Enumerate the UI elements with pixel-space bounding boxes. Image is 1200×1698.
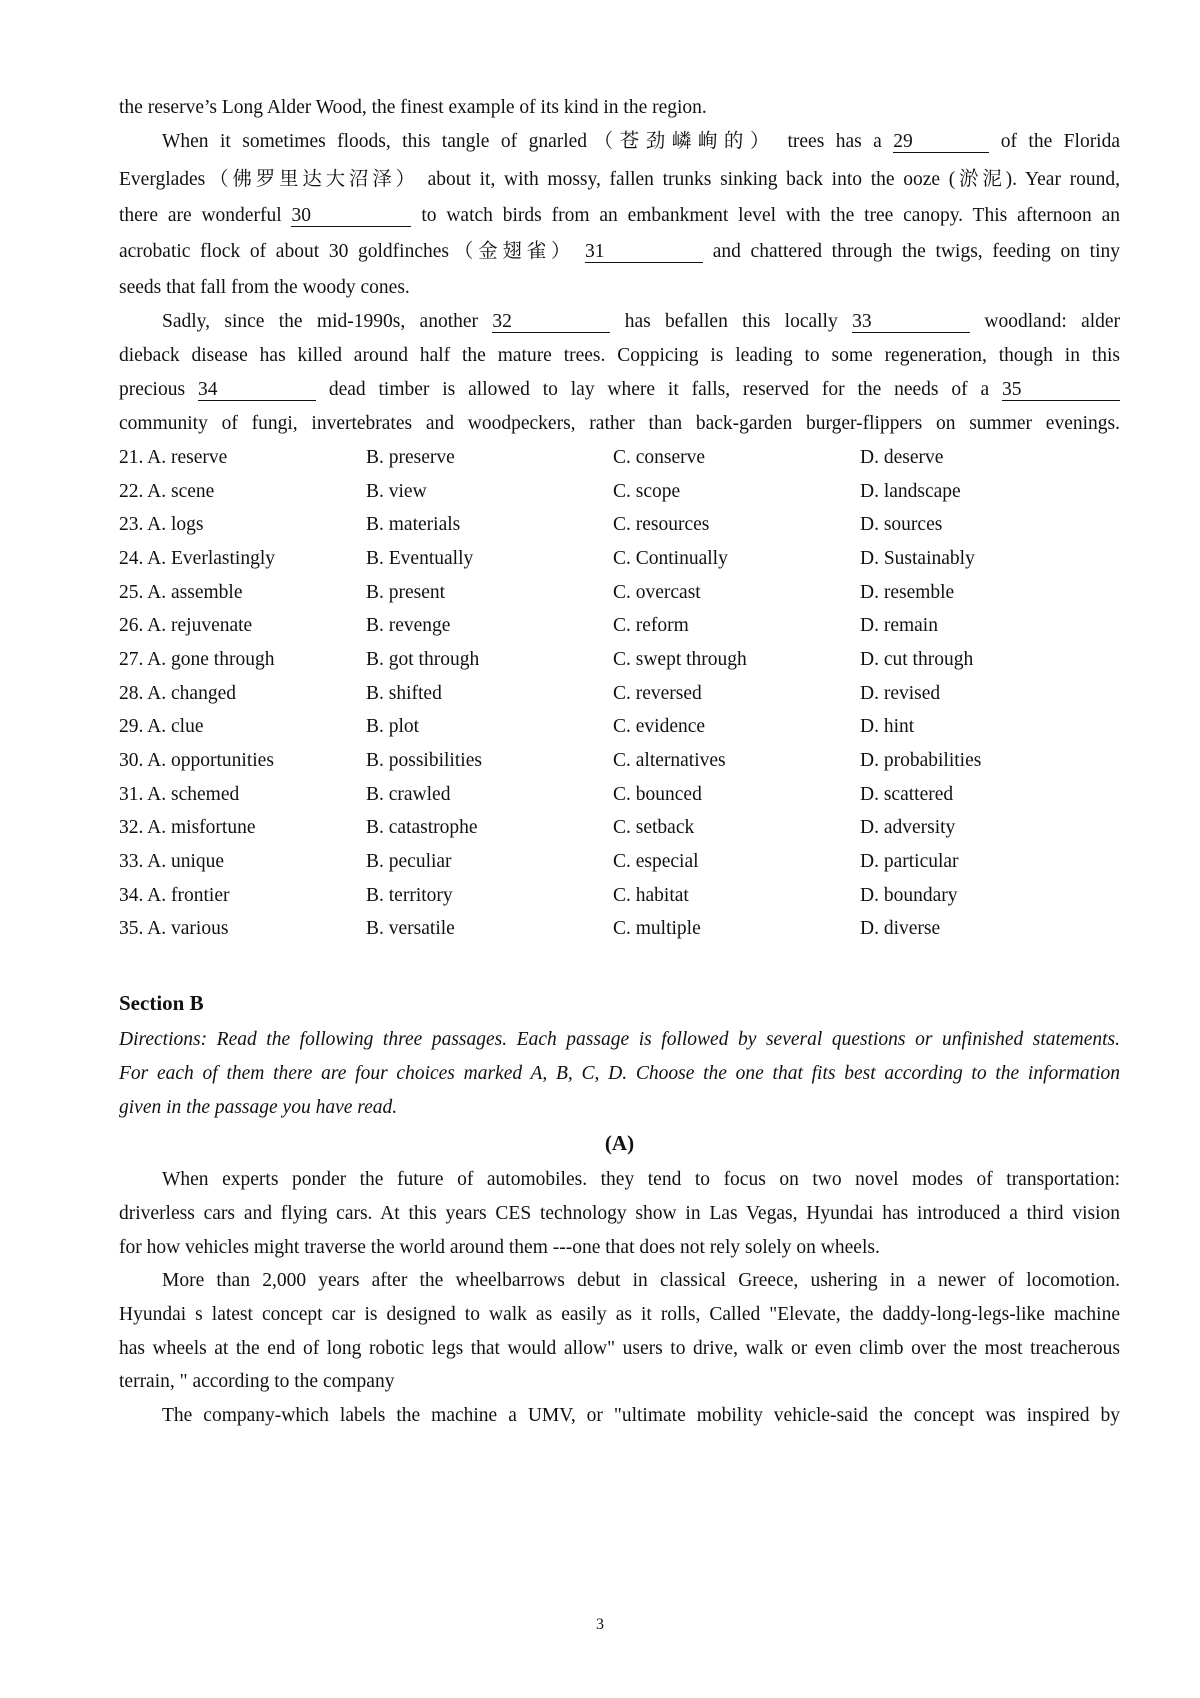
option-row <box>119 581 1120 605</box>
option-a: 33. A. unique <box>119 851 225 872</box>
blank-30: 30 <box>291 206 411 227</box>
option-c: C. especial <box>613 851 699 872</box>
passage-line: Hyundai s latest concept car is designed to walk as easily as it rolls, Called "Elevate, the daddy-long-legs-like machine <box>119 1304 1120 1325</box>
option-row <box>119 917 1120 941</box>
blank-33: 33 <box>852 312 970 333</box>
passage-line: community of fungi, invertebrates and woodpeckers, rather than back-garden burger-flippers on summer evenings. <box>119 413 1120 434</box>
option-c: C. reversed <box>613 683 702 704</box>
passage-line: More than 2,000 years after the wheelbarrows debut in classical Greece, ushering in a newer of locomotion. <box>162 1270 1120 1291</box>
option-b: B. versatile <box>366 918 455 939</box>
option-c: C. overcast <box>613 582 701 603</box>
option-b: B. view <box>366 481 427 502</box>
option-a: 28. A. changed <box>119 683 236 704</box>
directions-line: Directions: Read the following three passages. Each passage is followed by several questions or unfinished statements. <box>119 1029 1120 1050</box>
option-c: C. alternatives <box>613 750 726 771</box>
option-b: B. crawled <box>366 784 451 805</box>
option-c: C. swept through <box>613 649 747 670</box>
option-row <box>119 547 1120 571</box>
passage-line: there are wonderful 30 to watch birds from an embankment level with the tree canopy. This afternoon an <box>119 205 1121 226</box>
option-row <box>119 884 1120 908</box>
option-a: 22. A. scene <box>119 481 215 502</box>
option-d: D. landscape <box>860 481 961 502</box>
directions-line: For each of them there are four choices marked A, B, C, D. Choose the one that fits best according to the information <box>119 1063 1120 1084</box>
option-row <box>119 513 1120 537</box>
option-row <box>119 850 1120 874</box>
option-d: D. boundary <box>860 885 958 906</box>
option-b: B. materials <box>366 514 461 535</box>
option-c: C. bounced <box>613 784 702 805</box>
option-c: C. scope <box>613 481 681 502</box>
option-a: 25. A. assemble <box>119 582 243 603</box>
option-d: D. scattered <box>860 784 954 805</box>
option-b: B. peculiar <box>366 851 452 872</box>
option-a: 32. A. misfortune <box>119 817 256 838</box>
passage-label: (A) <box>604 1131 635 1155</box>
blank-32: 32 <box>492 312 610 333</box>
option-b: B. plot <box>366 716 420 737</box>
option-c: C. habitat <box>613 885 689 906</box>
passage-line: seeds that fall from the woody cones. <box>119 277 410 298</box>
passage-line: The company-which labels the machine a UMV, or "ultimate mobility vehicle-said the concept was inspired by <box>162 1405 1120 1426</box>
option-a: 27. A. gone through <box>119 649 275 670</box>
option-b: B. possibilities <box>366 750 482 771</box>
passage-line: dieback disease has killed around half the mature trees. Coppicing is leading to some regeneration, though in this <box>119 345 1120 366</box>
passage-line: Sadly, since the mid-1990s, another 32 has befallen this locally 33 woodland: alder <box>162 311 1121 332</box>
option-c: C. conserve <box>613 447 706 468</box>
page-number: 3 <box>596 1616 604 1633</box>
passage-line: terrain, " according to the company <box>119 1371 395 1392</box>
option-b: B. Eventually <box>366 548 474 569</box>
option-d: D. resemble <box>860 582 955 603</box>
option-a: 23. A. logs <box>119 514 204 535</box>
option-row <box>119 614 1120 638</box>
passage-line: has wheels at the end of long robotic legs that would allow" users to drive, walk or even climb over the most treacherous <box>119 1338 1120 1359</box>
blank-35: 35 <box>1002 380 1120 401</box>
blank-34: 34 <box>198 380 316 401</box>
option-d: D. deserve <box>860 447 944 468</box>
section-title: Section B <box>119 991 204 1015</box>
option-a: 35. A. various <box>119 918 229 939</box>
option-c: C. reform <box>613 615 689 636</box>
option-d: D. probabilities <box>860 750 982 771</box>
option-row <box>119 749 1120 773</box>
option-c: C. resources <box>613 514 710 535</box>
option-b: B. territory <box>366 885 453 906</box>
option-b: B. revenge <box>366 615 451 636</box>
passage-line: When experts ponder the future of automobiles. they tend to focus on two novel modes of transportation: <box>162 1169 1120 1190</box>
option-d: D. cut through <box>860 649 974 670</box>
option-d: D. diverse <box>860 918 941 939</box>
option-b: B. preserve <box>366 447 455 468</box>
passage-line: precious 34 dead timber is allowed to lay where it falls, reserved for the needs of a 35 <box>119 378 1120 402</box>
option-a: 24. A. Everlastingly <box>119 548 275 569</box>
option-row <box>119 648 1120 672</box>
option-a: 26. A. rejuvenate <box>119 615 253 636</box>
option-row <box>119 480 1120 504</box>
option-d: D. revised <box>860 683 941 704</box>
option-a: 31. A. schemed <box>119 784 240 805</box>
passage-line: When it sometimes floods, this tangle of gnarled（苍劲嶙峋的） trees has a 29 of the Florida <box>162 131 1121 152</box>
option-a: 29. A. clue <box>119 716 204 737</box>
option-row <box>119 682 1120 706</box>
blank-29: 29 <box>893 132 989 153</box>
passage-line: the reserve’s Long Alder Wood, the finest example of its kind in the region. <box>119 97 707 118</box>
passage-line: for how vehicles might traverse the world around them ---one that does not rely solely on wheels. <box>119 1237 880 1258</box>
passage-line: acrobatic flock of about 30 goldfinches（金翅雀） 31 and chattered through the twigs, feeding on tiny <box>119 241 1121 262</box>
option-a: 30. A. opportunities <box>119 750 274 771</box>
option-b: B. got through <box>366 649 480 670</box>
option-row <box>119 715 1120 739</box>
option-d: D. adversity <box>860 817 956 838</box>
option-b: B. present <box>366 582 446 603</box>
directions-line: given in the passage you have read. <box>119 1097 398 1118</box>
option-b: B. catastrophe <box>366 817 478 838</box>
passage-line: Everglades（佛罗里达大沼泽） about it, with mossy, fallen trunks sinking back into the ooze (淤泥). Year round, <box>119 169 1120 190</box>
option-row <box>119 783 1120 807</box>
option-a: 34. A. frontier <box>119 885 230 906</box>
option-row <box>119 816 1120 840</box>
passage-line: driverless cars and flying cars. At this years CES technology show in Las Vegas, Hyundai has introduced a third vision <box>119 1203 1120 1224</box>
option-d: D. sources <box>860 514 943 535</box>
option-d: D. particular <box>860 851 959 872</box>
option-c: C. evidence <box>613 716 706 737</box>
option-row <box>119 446 1120 470</box>
option-d: D. Sustainably <box>860 548 975 569</box>
option-a: 21. A. reserve <box>119 447 228 468</box>
option-b: B. shifted <box>366 683 442 704</box>
option-c: C. multiple <box>613 918 701 939</box>
option-d: D. hint <box>860 716 915 737</box>
blank-31: 31 <box>585 242 703 263</box>
option-c: C. Continually <box>613 548 728 569</box>
option-d: D. remain <box>860 615 938 636</box>
option-c: C. setback <box>613 817 695 838</box>
